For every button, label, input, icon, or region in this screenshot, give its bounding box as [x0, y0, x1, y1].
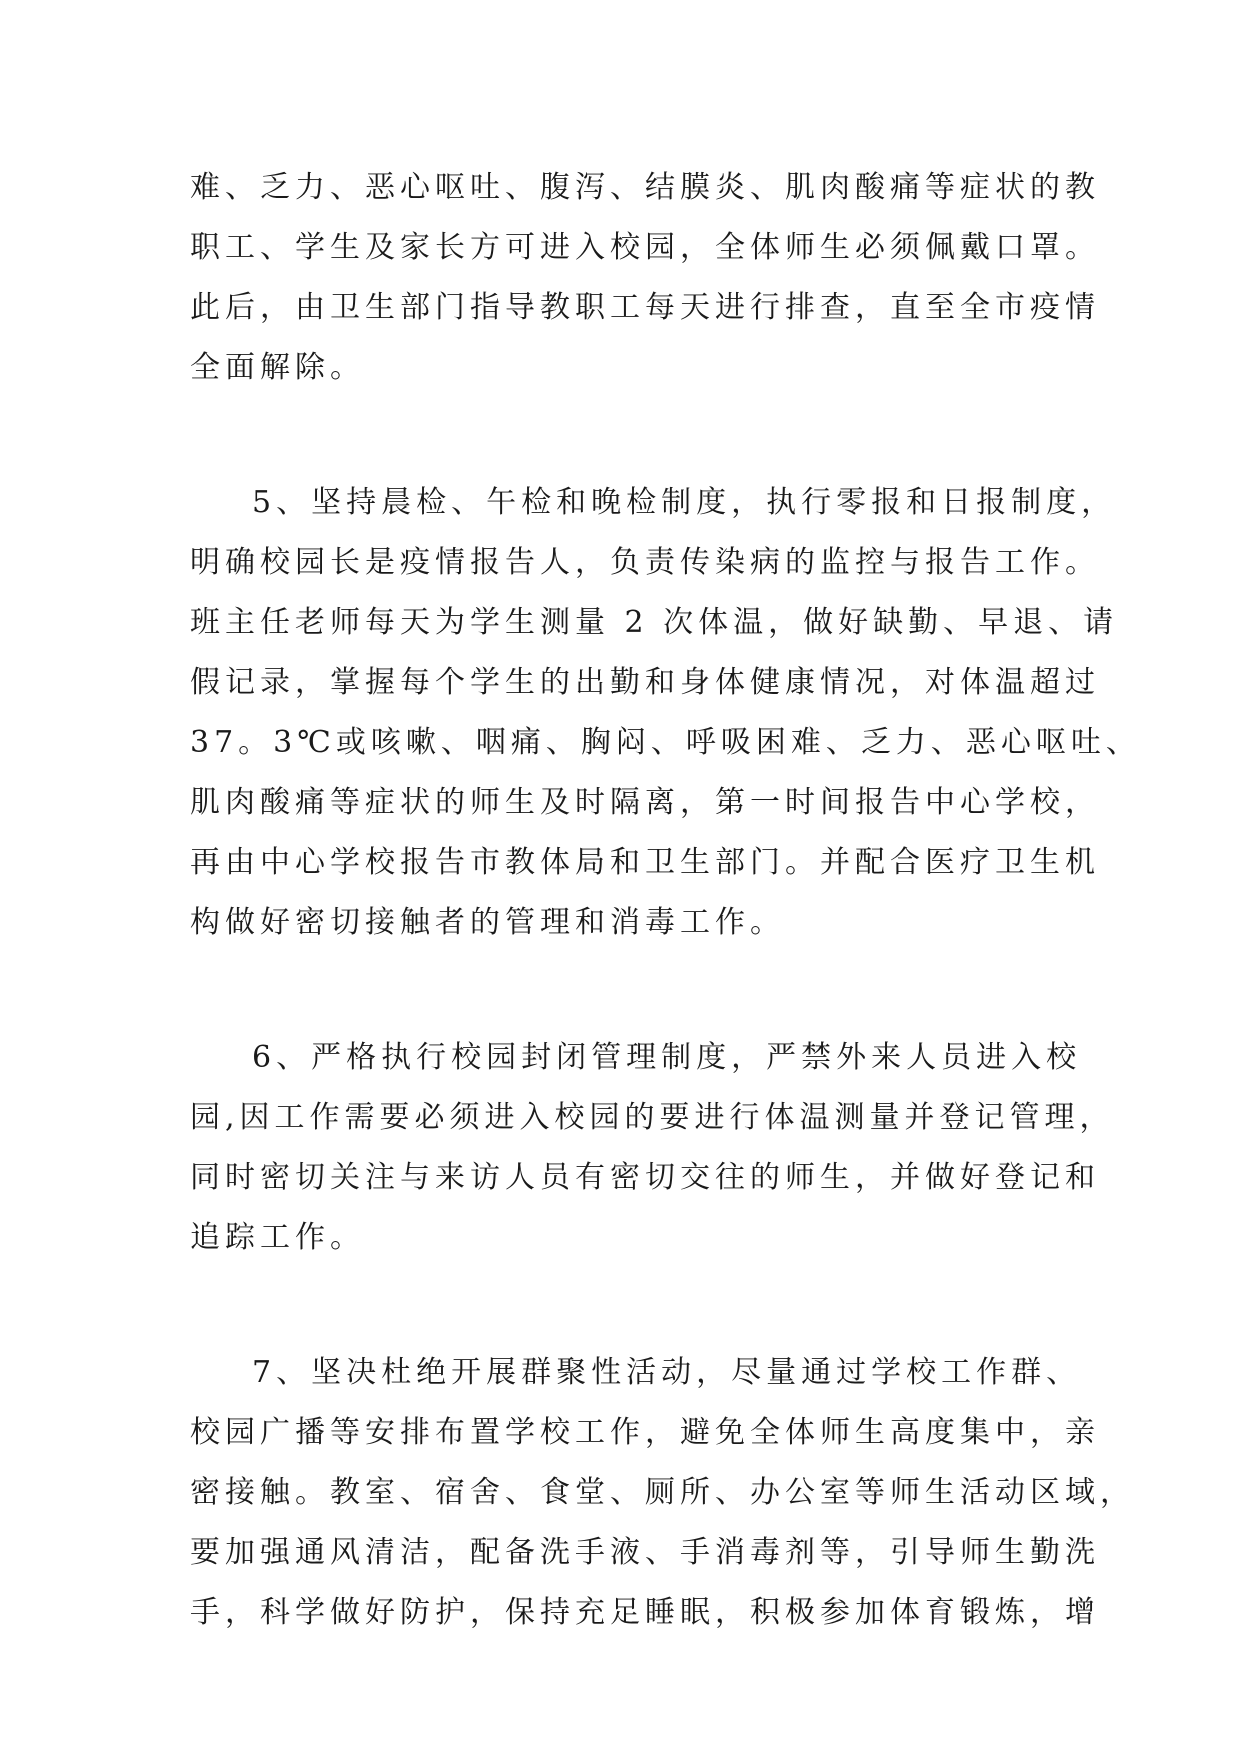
text-line: 再由中心学校报告市教体局和卫生部门。并配合医疗卫生机 [190, 845, 1100, 880]
text-line: 全面解除。 [190, 350, 365, 385]
text-line: 明确校园长是疫情报告人，负责传染病的监控与报告工作。 [190, 545, 1100, 580]
text-line: 班主任老师每天为学生测量 2 次体温，做好缺勤、早退、请 [190, 605, 1119, 640]
text-line: 手，科学做好防护，保持充足睡眠，积极参加体育锻炼，增 [190, 1595, 1100, 1630]
paragraph-gap [190, 398, 1060, 473]
text-line: 追踪工作。 [190, 1220, 365, 1255]
text-line: 5、坚持晨检、午检和晚检制度，执行零报和日报制度， [252, 485, 1117, 520]
text-line: 37。3℃或咳嗽、咽痛、胸闷、呼吸困难、乏力、恶心呕吐、 [190, 725, 1141, 760]
paragraph-continuation [190, 158, 1100, 398]
text-line: 要加强通风清洁，配备洗手液、手消毒剂等，引导师生勤洗 [190, 1535, 1100, 1570]
text-line: 肌肉酸痛等症状的师生及时隔离，第一时间报告中心学校， [190, 785, 1100, 820]
text-line: 6、严格执行校园封闭管理制度，严禁外来人员进入校 [252, 1040, 1082, 1075]
paragraph-item-6 [190, 1028, 1115, 1268]
text-line: 难、乏力、恶心呕吐、腹泻、结膜炎、肌肉酸痛等症状的教 [190, 170, 1100, 205]
paragraph-item-5 [190, 473, 1141, 953]
text-line: 此后，由卫生部门指导教职工每天进行排查，直至全市疫情 [190, 290, 1100, 325]
paragraph-gap [190, 1268, 1060, 1343]
text-line: 构做好密切接触者的管理和消毒工作。 [190, 905, 785, 940]
text-line: 校园广播等安排布置学校工作，避免全体师生高度集中，亲 [190, 1415, 1100, 1450]
paragraph-gap [190, 953, 1060, 1028]
text-line: 园,因工作需要必须进入校园的要进行体温测量并登记管理， [190, 1100, 1115, 1135]
paragraph-item-7 [190, 1343, 1135, 1643]
text-line: 密接触。教室、宿舍、食堂、厕所、办公室等师生活动区域， [190, 1475, 1135, 1510]
document-body [190, 158, 1141, 1643]
text-line: 职工、学生及家长方可进入校园，全体师生必须佩戴口罩。 [190, 230, 1100, 265]
text-line: 同时密切关注与来访人员有密切交往的师生，并做好登记和 [190, 1160, 1100, 1195]
text-line: 假记录，掌握每个学生的出勤和身体健康情况，对体温超过 [190, 665, 1100, 700]
text-line: 7、坚决杜绝开展群聚性活动，尽量通过学校工作群、 [252, 1355, 1082, 1390]
